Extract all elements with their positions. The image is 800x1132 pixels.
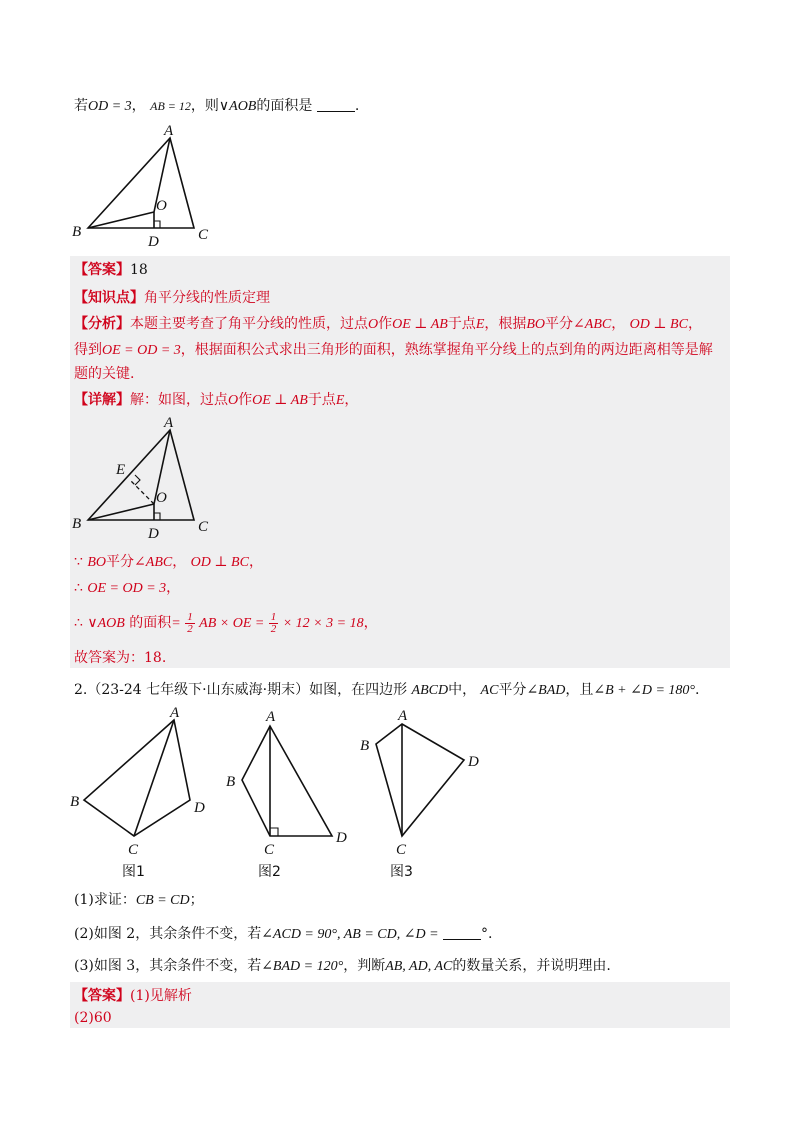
part2-answer-blank: [443, 925, 481, 940]
proof-comma-2: ，: [248, 554, 263, 570]
part2-label: (2)如图 2，其余条件不变，若: [74, 926, 262, 942]
fraction-one-half-2: [269, 612, 279, 635]
figure-1-triangle: [66, 122, 236, 252]
proof-comma-1: ，: [172, 554, 187, 570]
q2-stem: [74, 680, 699, 701]
quadrilateral-abcd-3: [376, 724, 464, 836]
proof-comma-3: ，: [166, 580, 181, 596]
analysis-text-1a: 本题主要考查了角平分线的性质，过点: [130, 316, 368, 332]
answer-tag: 【答案】: [74, 262, 130, 278]
q2-period: .: [695, 682, 700, 698]
proof-equals: =: [171, 616, 181, 631]
detail-text-b: 作: [238, 392, 253, 408]
fraction-denominator-2: 2: [270, 622, 277, 635]
analysis-bo: BO: [526, 317, 546, 332]
q1-answer-blank: [317, 97, 355, 112]
figure-q2-3: [350, 704, 490, 884]
analysis-point-o: O: [368, 317, 379, 332]
because-symbol: ∵: [74, 554, 83, 570]
knowledge-row: [74, 288, 270, 308]
q2-source: （23-24 七年级下·山东威海·期末）: [87, 682, 310, 698]
label-c: C: [198, 519, 209, 535]
analysis-line-2: [74, 340, 713, 361]
q2-quad-abcd: ABCD: [411, 683, 449, 698]
detail-text-e: ，: [344, 392, 359, 408]
q2-stem-c: 中，: [448, 682, 477, 698]
quadrilateral-abcd-2: [242, 726, 332, 836]
q2-stem-a: 如图，在四边形: [309, 682, 408, 698]
q2f1-label-c: C: [128, 842, 139, 858]
proof-result: × 12 × 3 = 18: [282, 616, 364, 631]
analysis-oe-perp-ab: OE ⊥ AB: [392, 317, 448, 332]
detail-oe-perp-ab: OE ⊥ AB: [252, 393, 308, 408]
part1-cb-eq-cd: CB = CD: [135, 893, 190, 908]
q1-sep: ，: [131, 98, 146, 114]
q2-number: 2.: [74, 682, 88, 698]
label-a: A: [164, 123, 174, 139]
therefore-symbol-2: ∴: [74, 615, 83, 631]
label-e: E: [116, 462, 126, 478]
analysis-line-1: [74, 314, 702, 335]
q2f1-label-d: D: [194, 800, 205, 816]
detail-text-d: 于点: [307, 392, 336, 408]
q2f2-label-a: A: [266, 709, 276, 725]
detail-tag: 【详解】: [74, 392, 130, 408]
figure-q2-1: [66, 704, 226, 884]
q2-part-3: [74, 956, 611, 977]
proof-triangle-aob: ∨AOB: [87, 616, 125, 631]
q2-bisects: 平分: [498, 682, 527, 698]
figure-q2-2: [224, 704, 364, 884]
q2f2-label-b: B: [226, 774, 236, 790]
q2f3-label-b: B: [360, 738, 370, 754]
analysis-angle-abc: ∠ABC: [573, 317, 612, 332]
q1-stem: [74, 96, 359, 117]
q1-stem-end: 的面积是: [256, 98, 313, 114]
q2-stem-g: ，且: [565, 682, 594, 698]
fraction-numerator-2: 1: [270, 610, 277, 623]
proof-line-1: [74, 552, 263, 573]
segment-bo: [88, 212, 154, 228]
q2f2-label-d: D: [336, 830, 347, 846]
q1-cond-ab: AB = 12: [150, 99, 191, 113]
quadrilateral-abcd-1: [84, 720, 190, 836]
proof-ab-times-oe: AB × OE =: [199, 616, 265, 631]
analysis-oe-eq-od: OE = OD = 3: [102, 343, 181, 358]
part3-end: 的数量关系，并说明理由.: [452, 958, 611, 974]
analysis-line-3: [74, 364, 134, 384]
caption-figure-1: 图1: [122, 864, 145, 880]
analysis-text-1i: ，: [611, 316, 626, 332]
q1-stem-prefix: 若: [74, 98, 88, 114]
caption-figure-2: 图2: [258, 864, 281, 880]
q2-answer-row-1: [74, 986, 192, 1006]
right-angle-mark-d: [154, 513, 160, 520]
proof-line-2: [74, 578, 180, 599]
analysis-text-1g: 平分: [545, 316, 574, 332]
q1-stem-mid: ，则: [190, 98, 219, 114]
part3-angle-bad: ∠BAD = 120°: [261, 959, 344, 974]
q2-answer-row-2: [74, 1008, 112, 1028]
part3-label: (3)如图 3，其余条件不变，若: [74, 958, 262, 974]
proof-od-perp-bc: OD ⊥ BC: [190, 555, 249, 570]
analysis-tag: 【分析】: [74, 316, 130, 332]
figure-2-triangle-with-e: [66, 414, 236, 544]
right-angle-mark-e: [135, 475, 140, 485]
q2f3-label-a: A: [398, 708, 408, 724]
q2f2-label-c: C: [264, 842, 275, 858]
q2-part-1: [74, 890, 204, 911]
label-o: O: [156, 198, 167, 214]
final-answer: [74, 648, 166, 668]
part2-conditions: ∠ACD = 90°, AB = CD, ∠D =: [261, 927, 439, 942]
therefore-symbol: ∴: [74, 580, 83, 596]
analysis-od-perp-bc: OD ⊥ BC: [629, 317, 688, 332]
q2f1-label-b: B: [70, 794, 80, 810]
fraction-numerator: 1: [187, 610, 193, 623]
part3-segments: AB, AD, AC: [385, 959, 453, 974]
knowledge-text: 角平分线的性质定理: [144, 290, 270, 306]
analysis-text-3: 题的关键.: [74, 366, 135, 382]
fraction-one-half: [185, 612, 195, 635]
answer-row: [74, 260, 148, 280]
proof-line-3: [74, 608, 378, 639]
right-angle-mark-c: [270, 828, 278, 836]
label-d: D: [148, 526, 159, 542]
analysis-text-2c: ，根据面积公式求出三角形的面积，熟练掌握角平分线上的点到角的两边距离相等是解: [180, 342, 713, 358]
q1-triangle-aob: ∨AOB: [218, 99, 257, 114]
proof-comma-4: ，: [363, 615, 378, 631]
label-b: B: [72, 224, 82, 240]
q1-period: .: [354, 98, 360, 114]
detail-point-e: E: [335, 393, 345, 408]
analysis-text-1d: 于点: [447, 316, 476, 332]
label-o: O: [156, 490, 167, 506]
analysis-text-2a: 得到: [74, 342, 102, 358]
proof-bisects: 平分: [106, 554, 135, 570]
analysis-text-1e: ，根据: [484, 316, 527, 332]
q2-part-2: [74, 924, 492, 945]
final-answer-text: 故答案为：18.: [74, 650, 167, 666]
analysis-point-e: E: [475, 317, 485, 332]
proof-bo: BO: [87, 555, 107, 570]
label-d: D: [148, 234, 159, 250]
right-angle-mark: [154, 221, 160, 228]
analysis-text-1k: ，: [687, 316, 702, 332]
q2-answer-1: (1)见解析: [130, 988, 192, 1004]
part3-judge: ，判断: [343, 958, 386, 974]
segment-bo: [88, 504, 154, 520]
detail-text-a: 解：如图，过点: [130, 392, 228, 408]
label-c: C: [198, 227, 209, 243]
q2f3-label-c: C: [396, 842, 407, 858]
knowledge-tag: 【知识点】: [74, 290, 144, 306]
q2f1-label-a: A: [170, 705, 180, 721]
q2f3-label-d: D: [468, 754, 479, 770]
q1-cond-od: OD = 3: [88, 99, 132, 114]
detail-row: [74, 390, 358, 411]
q2-angle-sum: ∠B + ∠D = 180°: [593, 683, 696, 698]
proof-angle-abc: ∠ABC: [134, 555, 173, 570]
part1-end: ；: [189, 892, 204, 908]
fraction-denominator: 2: [187, 622, 193, 635]
part1-label: (1)求证：: [74, 892, 136, 908]
q2-answer-tag: 【答案】: [74, 988, 130, 1004]
caption-figure-3: 图3: [390, 864, 413, 880]
proof-area-label: 的面积: [129, 615, 172, 631]
q2-angle-bad: ∠BAD: [526, 683, 566, 698]
q2-answer-2: (2)60: [74, 1010, 112, 1026]
label-a: A: [164, 415, 174, 431]
analysis-text-1b: 作: [378, 316, 393, 332]
label-b: B: [72, 516, 82, 532]
part2-degree: °.: [480, 926, 493, 942]
segment-oe-dashed: [130, 480, 154, 504]
proof-oe-eq-od: OE = OD = 3: [87, 581, 167, 596]
answer-value: 18: [130, 262, 148, 278]
detail-point-o: O: [228, 393, 239, 408]
q2-ac: AC: [480, 683, 499, 698]
